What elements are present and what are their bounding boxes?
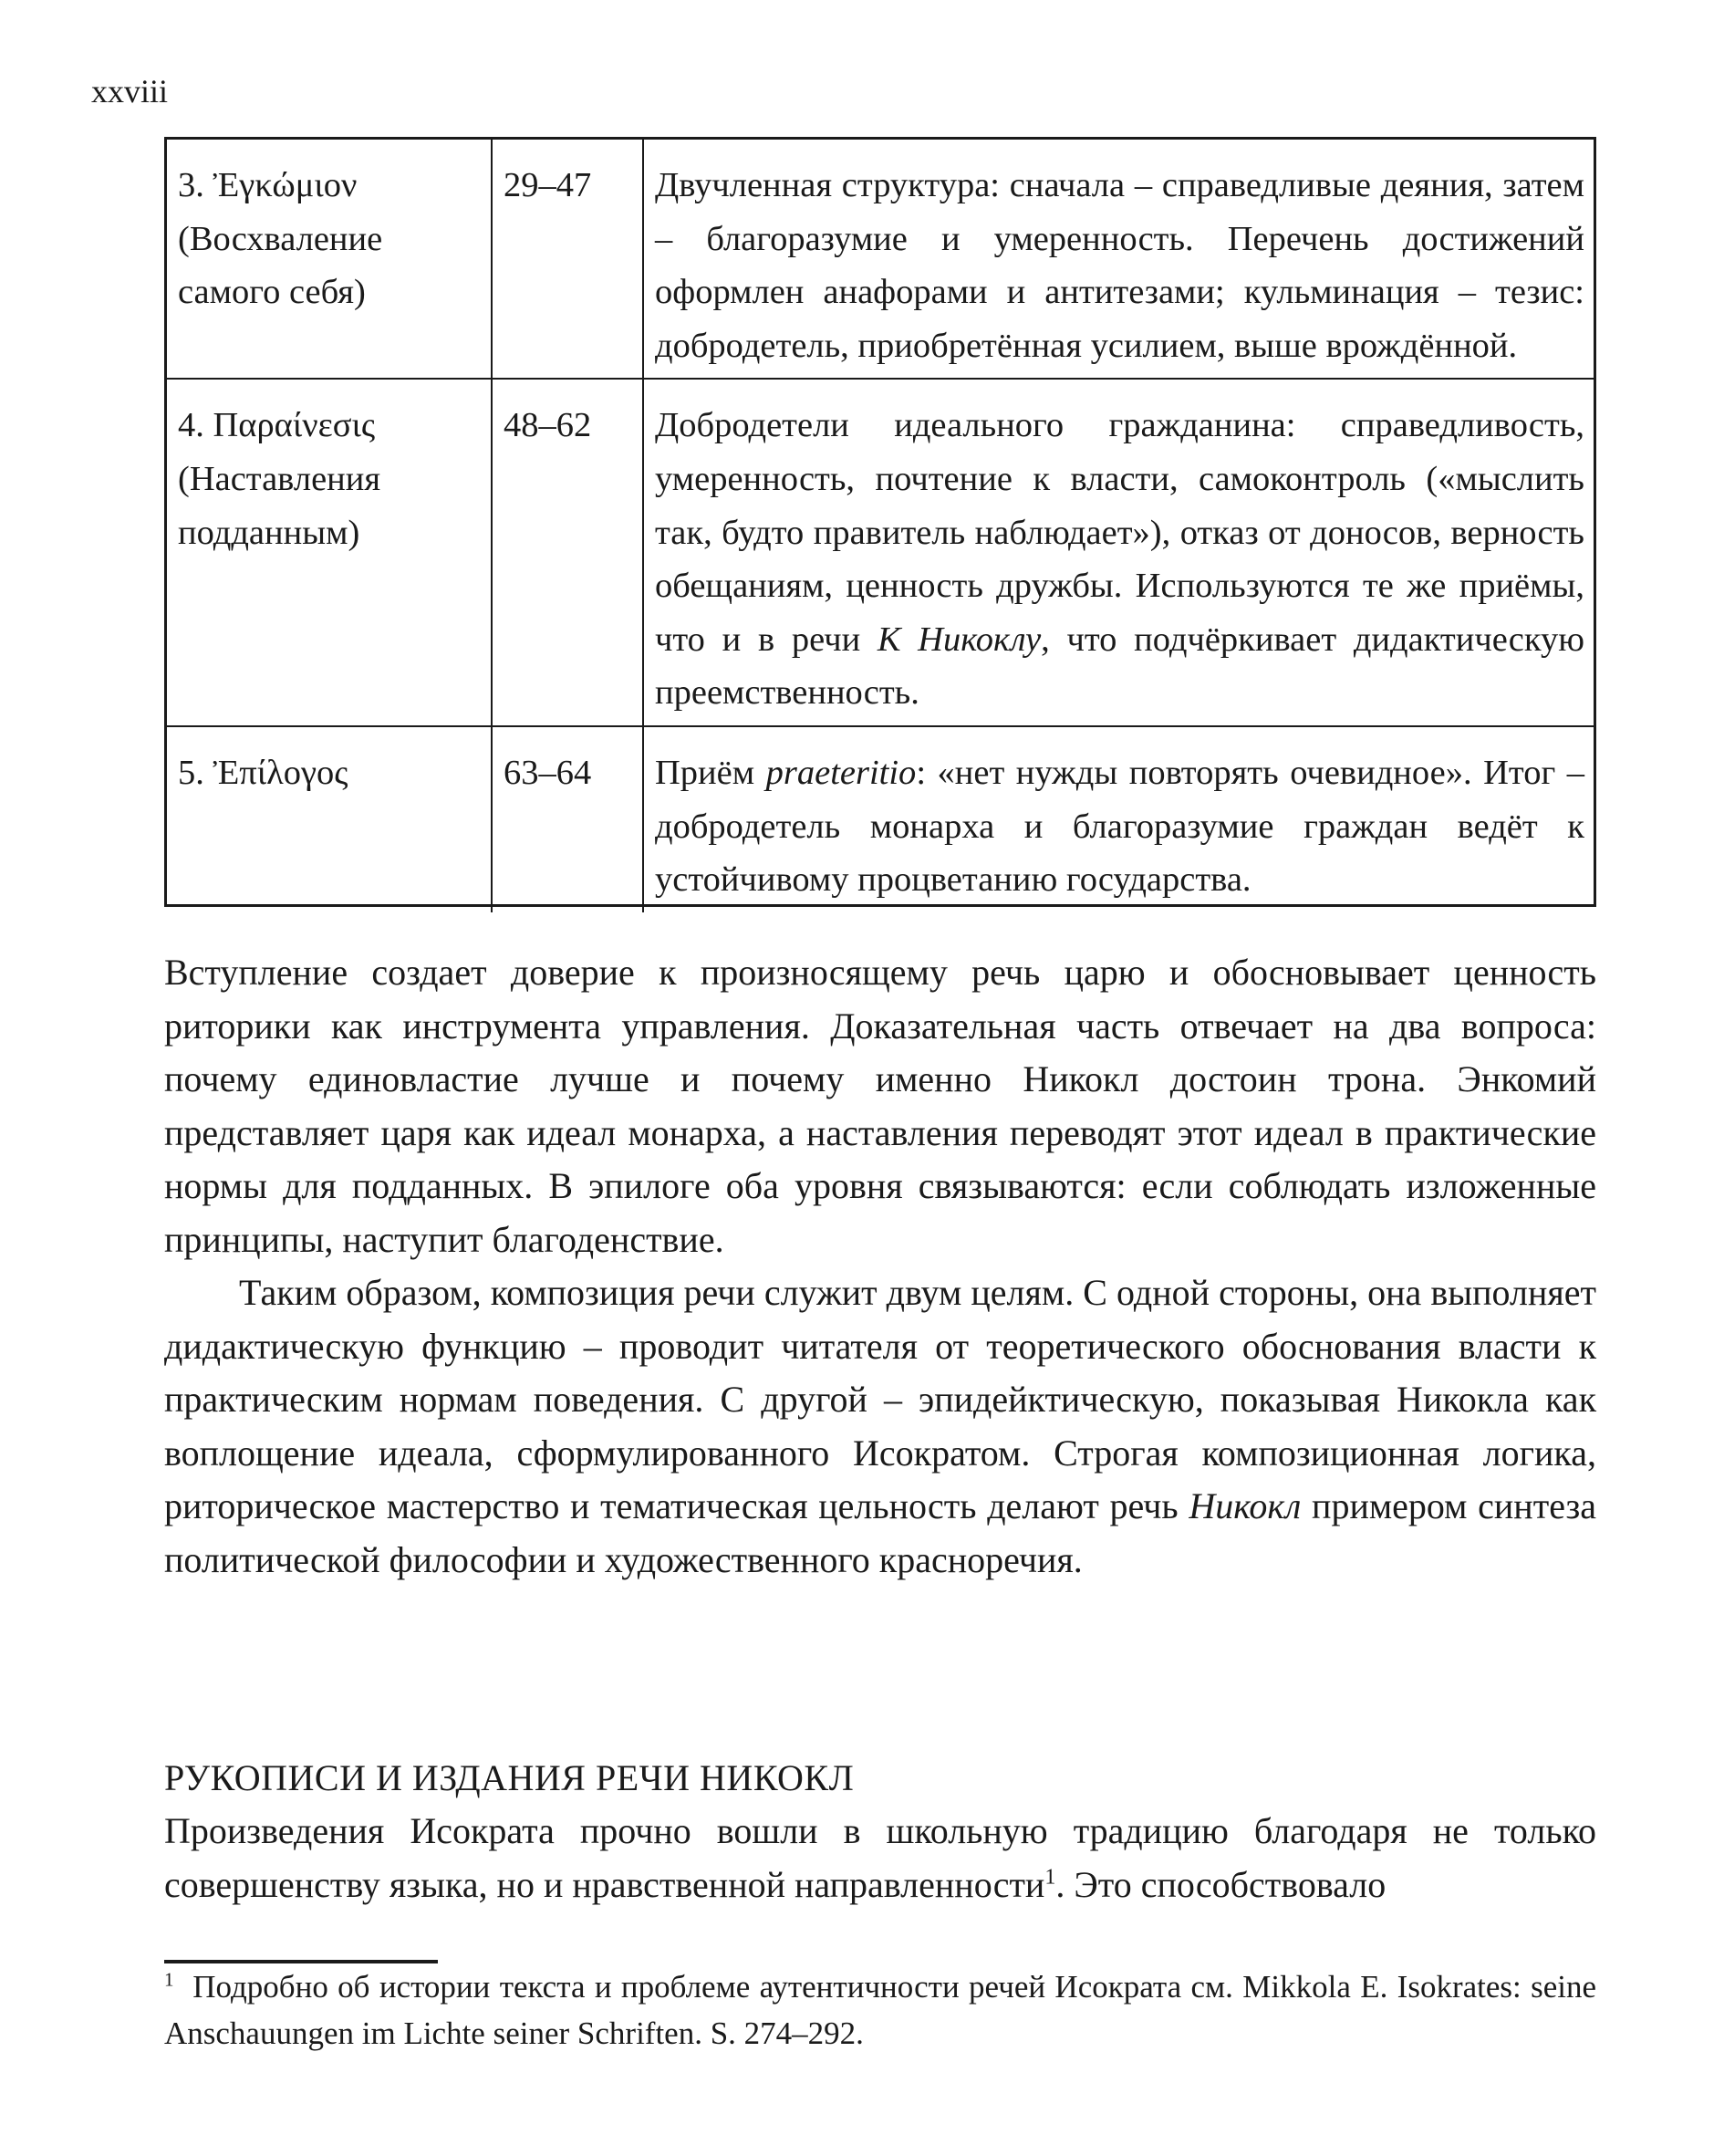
section-cell: 5. Ἐπίλογος (167, 726, 492, 912)
composition-table (164, 137, 1596, 907)
description-cell (643, 726, 1594, 912)
paragraph-structure-summary: Вступление создает доверие к произносящему речь царю и обосновывает ценность риторики как инструмента управления. Доказательная часть отвечает на два вопроса: почему единовластие лучше и почему именно Никокл достоин трона. Энкомий представляет царя как идеал монарха, а наставления переводят этот идеал в практические нормы для подданных. В эпилоге оба уровня связываются: если соблюдать изложенные принципы, наступит благоденствие. (164, 952, 1596, 1260)
footnote-ref[interactable]: 1 (1044, 1865, 1056, 1890)
italic-term: praeteritio (765, 753, 917, 792)
table-row (167, 379, 1594, 726)
description-text: Приём (655, 753, 766, 792)
footnote (164, 1963, 1596, 2057)
table-row (167, 726, 1594, 912)
footnote-text: Подробно об истории текста и проблеме аутентичности речей Исократа см. Mikkola E. Isokrates: seine Anschauungen im Lichte seiner Schriften. S. 274–292. (164, 1969, 1597, 2051)
footnote-marker: 1 (164, 1968, 174, 1991)
page-number: xxviii (91, 73, 169, 109)
description-cell (643, 379, 1594, 726)
paragraph-text: Таким образом, композиция речи служит двум целям. С одной стороны, она выполняет дидактическую функцию – проводит читателя от теоретического обоснования власти к практическим нормам поведения. С другой – эпидейктическую, показывая Никокла как воплощение идеала, сформулированного Исократом. Строгая композиционная логика, риторическое мастерство и тематическая цельность делают речь (164, 1272, 1596, 1526)
description-text: : «нет нужды повторять очевидное». Итог – добродетель монарха и благоразумие граждан ведёт к устойчивому процветанию государства. (655, 753, 1585, 900)
section-heading: РУКОПИСИ И ИЗДАНИЯ РЕЧИ НИКОКЛ (164, 1757, 855, 1798)
range-cell: 63–64 (492, 726, 643, 912)
paragraph-manuscripts (164, 1805, 1596, 1911)
description-text: Добродетели идеального гражданина: справедливость, умеренность, почтение к власти, самоконтроль («мыслить так, будто правитель наблюдает»), отказ от доносов, верность обещаниям, ценность дружбы. Используются те же приёмы, что и в речи (655, 406, 1584, 659)
description-cell: Двучленная структура: сначала – справедливые деяния, затем – благоразумие и умеренность. Перечень достижений оформлен анафорами и антитезами; кульминация – тезис: добродетель, приобретённая усилием, выше врождённой. (643, 140, 1594, 379)
italic-title: К Никоклу (877, 620, 1042, 659)
range-cell: 29–47 (492, 140, 643, 379)
section-cell: 3. Ἐγκώμιον (Восхваление самого себя) (167, 140, 492, 379)
section-cell: 4. Παραίνεσις (Наставления подданным) (167, 379, 492, 726)
paragraph-text: Произведения Исократа прочно вошли в школьную традицию благодаря не только совершенству языка, но и нравственной направленности (164, 1810, 1596, 1905)
italic-title: Никокл (1189, 1485, 1302, 1526)
paragraph-composition-goals (164, 1266, 1596, 1587)
table-row (167, 140, 1594, 379)
description-text: , что подчёркивает дидактическую преемственность. (655, 620, 1585, 713)
range-cell: 48–62 (492, 379, 643, 726)
paragraph-text: . Это способствовало (1055, 1863, 1386, 1905)
paragraph-text: примером синтеза политической философии и художественного красноречия. (164, 1485, 1596, 1580)
